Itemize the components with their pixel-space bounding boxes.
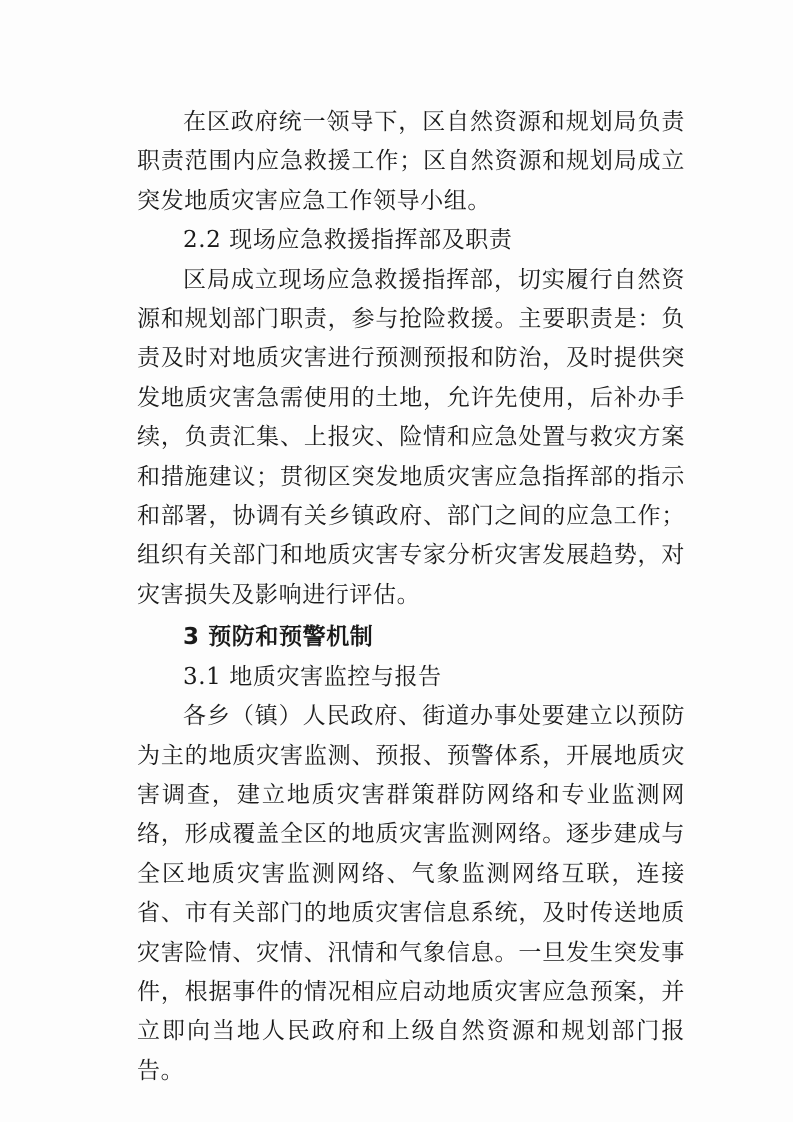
paragraph-monitoring: 各乡（镇）人民政府、街道办事处要建立以预防为主的地质灾害监测、预报、预警体系，开展地质灾害调查，建立地质灾害群策群防网络和专业监测网络，形成覆盖全区的地质灾害监测网络。逐步建成与全区地质灾害监测网络、气象监测网络互联，连接省、市有关部门的地质灾害信息系统，及时传送地质灾害险情、灾情、汛情和气象信息。一旦发生突发事件，根据事件的情况相应启动地质灾害应急预案，并立即向当地人民政府和上级自然资源和规划部门报告。 [137,703,685,1084]
paragraph-command-duties: 区局成立现场应急救援指挥部，切实履行自然资源和规划部门职责，参与抢险救援。主要职责是：负责及时对地质灾害进行预测预报和防治，及时提供突发地质灾害急需使用的土地，允许先使用，后补办手续，负责汇集、上报灾、险情和应急处置与救灾方案和措施建议；贯彻区突发地质灾害应急指挥部的指示和部署，协调有关乡镇政府、部门之间的应急工作；组织有关部门和地质灾害专家分析灾害发展趋势，对灾害损失及影响进行评估。 [137,266,685,608]
paragraph-leadership: 在区政府统一领导下，区自然资源和规划局负责职责范围内应急救援工作；区自然资源和规划局成立突发地质灾害应急工作领导小组。 [137,109,685,214]
document-body [137,103,685,1091]
section-heading-2-2: 2.2 现场应急救援指挥部及职责 [183,227,513,254]
section-heading-3-1: 3.1 地质灾害监控与报告 [183,663,442,690]
section-heading-3: 3 预防和预警机制 [183,624,374,651]
